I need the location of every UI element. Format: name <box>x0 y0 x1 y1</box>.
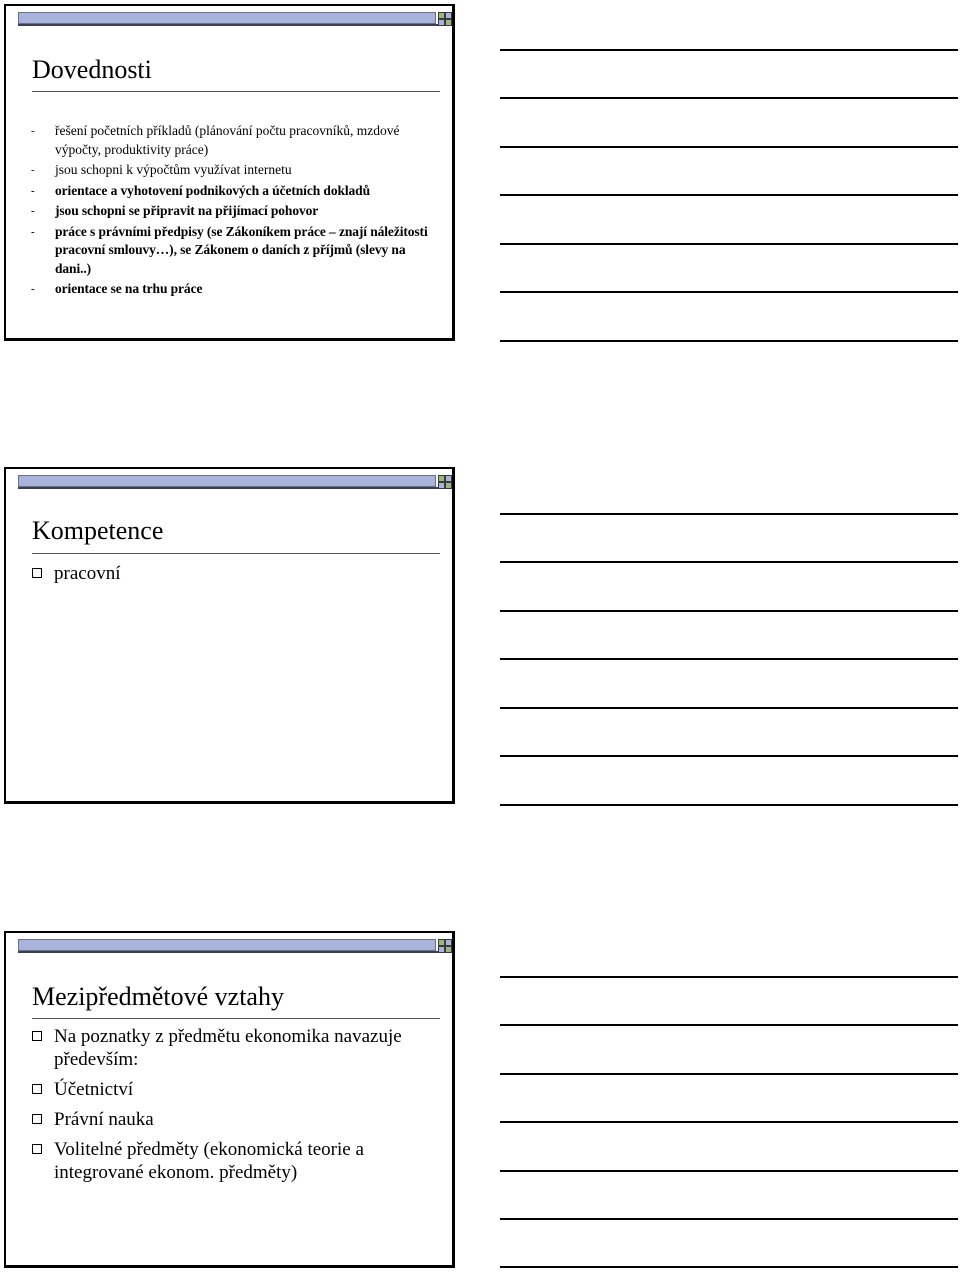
slide-mezipredmetove-vztahy <box>4 931 455 1268</box>
note-line <box>500 146 958 148</box>
slide-header-bar <box>18 473 450 489</box>
note-line <box>500 340 958 342</box>
square-bullet-icon <box>32 1084 42 1094</box>
square-bullet-icon <box>32 1114 42 1124</box>
slide-title: Mezipředmětové vztahy <box>32 982 284 1011</box>
header-bar-fill <box>18 475 436 487</box>
list-item-text: práce s právními předpisy (se Zákoníkem práce – znají náležitosti pracovní smlouvy…), se Zákonem o daních z příjmů (slevy na dani..) <box>55 223 428 276</box>
dash-bullet: - <box>31 125 35 137</box>
list-item-text: Účetnictví <box>54 1079 134 1100</box>
header-square-icon <box>445 12 452 19</box>
title-divider <box>32 91 440 92</box>
list-item <box>31 122 441 159</box>
dash-bullet: - <box>31 225 35 238</box>
header-square-icon <box>445 482 452 489</box>
note-line <box>500 610 958 612</box>
list-item-text: orientace a vyhotovení podnikových a účetních dokladů <box>55 182 370 198</box>
note-line <box>500 1170 958 1172</box>
list-item-text: pracovní <box>54 563 121 584</box>
note-line <box>500 658 958 660</box>
title-divider <box>32 1018 440 1019</box>
header-bar-underline <box>18 487 450 489</box>
note-line <box>500 1121 958 1123</box>
list-item <box>32 1108 442 1131</box>
note-line <box>500 1266 958 1268</box>
slide-title: Kompetence <box>32 516 164 545</box>
slide-header-bar <box>18 937 450 953</box>
note-line <box>500 707 958 709</box>
header-square-icon <box>438 482 445 489</box>
list-item <box>31 182 441 201</box>
slide-title: Dovednosti <box>32 55 152 84</box>
slide-header-bar <box>18 10 450 26</box>
list-item-text: jsou schopni k výpočtům využívat internetu <box>55 162 292 177</box>
note-line <box>500 804 958 806</box>
list-item-text: Právní nauka <box>54 1109 154 1130</box>
header-square-icon <box>445 475 452 482</box>
square-bullet-icon <box>32 1031 42 1041</box>
list-item-text: řešení početních příkladů (plánování počtu pracovníků, mzdové výpočty, produktivity práce) <box>55 123 400 157</box>
header-bar-underline <box>18 951 450 953</box>
header-square-icon <box>438 475 445 482</box>
dash-bullet: - <box>31 205 35 217</box>
slide-kompetence <box>4 467 455 804</box>
competence-list <box>32 562 442 592</box>
list-item <box>31 280 441 299</box>
note-line <box>500 513 958 515</box>
note-line <box>500 194 958 196</box>
note-line <box>500 291 958 293</box>
dash-bullet: - <box>31 164 35 176</box>
header-square-icon <box>445 19 452 26</box>
header-square-icon <box>438 19 445 26</box>
list-item <box>31 223 441 279</box>
square-bullet-icon <box>32 568 42 578</box>
list-item <box>32 1138 442 1184</box>
note-line <box>500 97 958 99</box>
note-line <box>500 49 958 51</box>
relations-list <box>32 1025 442 1191</box>
note-line <box>500 1024 958 1026</box>
list-item <box>32 1025 442 1071</box>
header-bar-underline <box>18 24 450 26</box>
dash-bullet: - <box>31 184 35 197</box>
header-bar-fill <box>18 939 436 951</box>
list-item <box>32 562 442 585</box>
header-bar-fill <box>18 12 436 24</box>
header-square-icon <box>438 939 445 946</box>
list-item-text: Volitelné předměty (ekonomická teorie a integrované ekonom. předměty) <box>54 1139 364 1183</box>
note-line <box>500 976 958 978</box>
list-item <box>31 161 441 180</box>
note-line <box>500 243 958 245</box>
list-item <box>31 202 441 221</box>
slide-dovednosti <box>4 4 455 341</box>
square-bullet-icon <box>32 1144 42 1154</box>
note-line <box>500 561 958 563</box>
header-square-icon <box>445 946 452 953</box>
list-item-text: jsou schopni se připravit na přijímací pohovor <box>55 203 319 218</box>
note-line <box>500 755 958 757</box>
note-line <box>500 1073 958 1075</box>
list-item-text: Na poznatky z předmětu ekonomika navazuje především: <box>54 1026 402 1070</box>
title-divider <box>32 553 440 554</box>
header-square-icon <box>438 946 445 953</box>
list-item-text: orientace se na trhu práce <box>55 281 203 296</box>
list-item <box>32 1078 442 1101</box>
note-line <box>500 1218 958 1220</box>
header-square-icon <box>445 939 452 946</box>
header-square-icon <box>438 12 445 19</box>
dash-bullet: - <box>31 283 35 295</box>
skills-list <box>31 122 441 301</box>
